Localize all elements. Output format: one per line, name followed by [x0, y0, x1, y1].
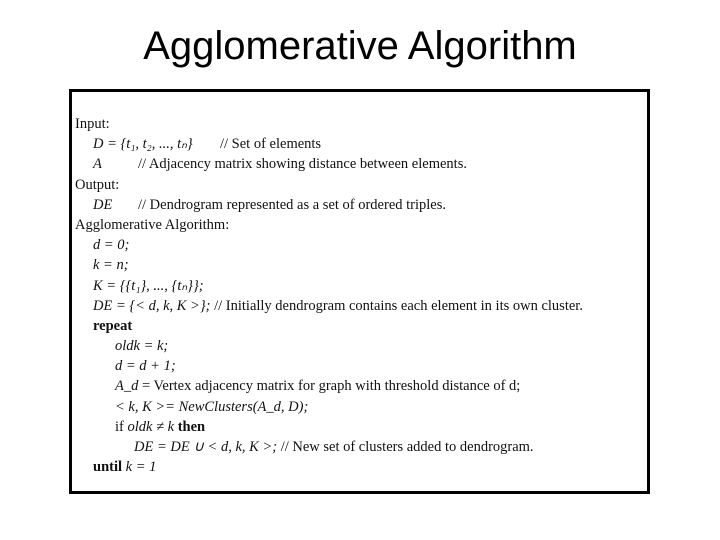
output-de-expr: DE	[93, 196, 113, 213]
step-Ad-expr: A_d	[115, 378, 139, 395]
step-oldk: oldk = k;	[115, 338, 169, 355]
input-a-line	[72, 154, 647, 174]
step-DEunion-comment: // New set of clusters added to dendrogram.	[280, 439, 534, 455]
step-DE-line	[72, 296, 647, 316]
step-Ad-text: = Vertex adjacency matrix for graph with threshold distance of d;	[141, 378, 521, 395]
output-de-line	[72, 195, 647, 215]
step-newclusters-line	[72, 397, 647, 417]
input-d-comment: // Set of elements	[220, 136, 322, 153]
step-oldk-line	[72, 336, 647, 356]
step-DEunion-expr: DE = DE ∪ < d, k, K >;	[134, 439, 278, 455]
step-dplus: d = d + 1;	[115, 358, 176, 375]
step-K-line	[72, 276, 647, 296]
algorithm-box	[69, 89, 650, 494]
repeat-keyword: repeat	[93, 317, 133, 334]
slide-title: Agglomerative Algorithm	[143, 24, 577, 68]
then-keyword: then	[177, 418, 206, 435]
input-d-expr: D = {t₁, t₂, ..., tₙ}	[93, 136, 193, 153]
step-K: K = {{t₁}, ..., {tₙ}};	[93, 277, 204, 294]
step-Ad-line	[72, 376, 647, 396]
until-keyword: until	[93, 459, 123, 476]
if-condition: oldk ≠ k	[127, 418, 175, 435]
step-kn-line	[72, 255, 647, 275]
step-newclusters: < k, K >= NewClusters(A_d, D);	[115, 398, 309, 415]
repeat-line	[72, 316, 647, 336]
step-DE-comment: // Initially dendrogram contains each element in its own cluster.	[214, 297, 583, 314]
step-kn: k = n;	[93, 257, 129, 274]
step-dplus-line	[72, 356, 647, 376]
step-DEunion-line	[72, 437, 647, 457]
algo-label-line	[72, 215, 647, 235]
until-condition: k = 1	[125, 459, 157, 476]
step-DE-expr: DE = {< d, k, K >};	[93, 297, 211, 314]
algorithm-body	[72, 114, 647, 477]
step-d0: d = 0;	[93, 237, 130, 254]
output-label-line	[72, 175, 647, 195]
until-line	[72, 457, 647, 477]
output-label: Output:	[75, 176, 120, 193]
algo-label: Agglomerative Algorithm:	[75, 216, 230, 233]
input-label-line	[72, 114, 647, 134]
input-label: Input:	[75, 116, 110, 132]
step-d0-line	[72, 235, 647, 255]
if-keyword: if	[115, 418, 124, 435]
input-d-line	[72, 134, 647, 154]
input-a-expr: A	[93, 156, 102, 173]
output-de-comment: // Dendrogram represented as a set of ordered triples.	[138, 196, 447, 213]
input-a-comment: // Adjacency matrix showing distance between elements.	[138, 156, 467, 173]
if-line	[72, 417, 647, 437]
